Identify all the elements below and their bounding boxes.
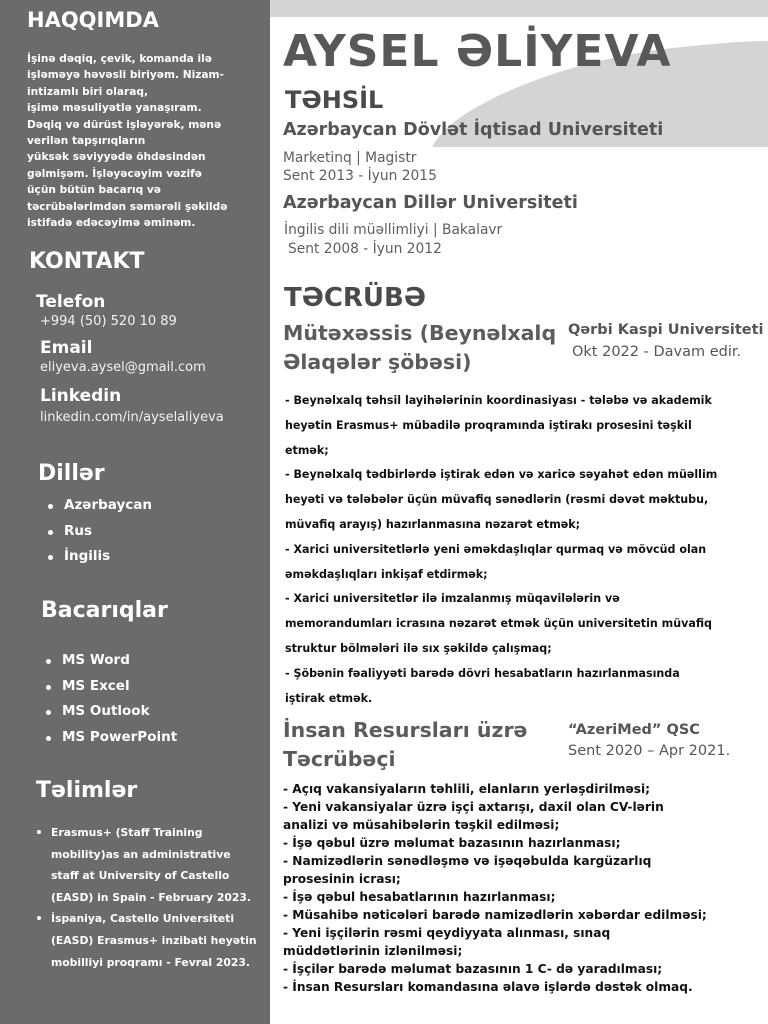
university-name: Azərbaycan Dillər Universiteti <box>283 193 578 213</box>
education-heading: TƏHSİL <box>285 86 384 114</box>
languages-list <box>48 497 152 574</box>
list-item: İngilis <box>48 548 152 574</box>
list-item: MS Outlook <box>46 703 177 729</box>
job-organization: “AzeriMed” QSC <box>568 722 700 738</box>
about-heading: HAQQIMDA <box>27 8 159 32</box>
trainings-list <box>37 822 259 973</box>
university-name: Azərbaycan Dövlət İqtisad Universiteti <box>283 120 664 140</box>
job-organization: Qərbi Kaspi Universiteti <box>568 322 764 338</box>
skills-heading: Bacarıqlar <box>41 598 168 623</box>
list-item: Azərbaycan <box>48 497 152 523</box>
experience-heading: TƏCRÜBƏ <box>284 283 426 313</box>
list-item: MS PowerPoint <box>46 729 177 755</box>
languages-heading: Dillər <box>38 461 105 486</box>
job-duties: - Açıq vakansiyaların təhlili, elanların yerləşdirilməsi; - Yeni vakansiyalar üzrə işçi axtarışı, daxil olan CV-lərin analizi və müsahibələrin təşkil edilməsi; - İşə qəbul üzrə məlumat bazasının hazırlanması; - Namizədlərin sənədləşmə və işəqəbulda kargüzarlıq prosesinin icrası; - İşə qəbul hesabatlarının hazırlanması; - Müsahibə nəticələri barədə namizədlərin xəbərdar edilməsi; - Yeni işçilərin rəsmi qeydiyyata alınması, sınaq müddətlərinin izlənilməsi; - İşçilər barədə məlumat bazasının 1 C- də yaradılması; - İnsan Resursları komandasına əlavə işlərdə dəstək olmaq. <box>283 782 707 994</box>
linkedin-value[interactable]: linkedin.com/in/ayselaliyeva <box>40 410 224 425</box>
email-label: Email <box>40 338 93 358</box>
list-item: İspaniya, Castello Universiteti (EASD) Erasmus+ inzibati heyətin mobilliyi proqramı - Fevral 2023. <box>37 908 259 973</box>
job-title: İnsan Resursları üzrə Təcrübəçi <box>283 718 528 771</box>
degree: Marketinq | Magistr <box>283 150 417 166</box>
sidebar <box>0 0 270 1024</box>
phone-label: Telefon <box>36 292 106 312</box>
list-item: MS Word <box>46 652 177 678</box>
candidate-name: AYSEL ƏLİYEVA <box>283 26 672 77</box>
phone-value[interactable]: +994 (50) 520 10 89 <box>40 314 177 329</box>
trainings-heading: Təlimlər <box>36 778 138 803</box>
linkedin-label: Linkedin <box>40 386 122 406</box>
list-item: Erasmus+ (Staff Training mobility)as an administrative staff at University of Castello (EASD) in Spain - February 2023. <box>37 822 259 908</box>
about-text: İşinə dəqiq, çevik, komanda ilə işləməyə həvəsli biriyəm. Nizam- intizamlı biri olaraq, işimə məsuliyətlə yanaşıram. Dəqiq və dürüst işləyərək, mənə verilən tapşırıqların yüksək səviyyədə öhdəsindən gəlmişəm. İşləyəcəyim vəzifə üçün bütün bacarıq və təcrübələrimdən səmərəli şəkildə istifadə edəcəyimə əminəm. <box>27 53 228 230</box>
job-duties: - Beynəlxalq təhsil layihələrinin koordinasiyası - tələbə və akademik heyətin Erasmus+ mübadilə proqramında iştirakı prosesini təşkil etmək; - Beynəlxalq tədbirlərdə iştirak edən və xaricə səyahət edən müəllim heyəti və tələbələr üçün müvafiq sənədlərin (rəsmi dəvət məktubu, müvafiq arayış) hazırlanmasına nəzarət etmək; - Xarici universitetlərlə yeni əməkdaşlıqlar qurmaq və mövcüd olan əməkdaşlıqları inkişaf etdirmək; - Xarici universitetlər ilə imzalanmış müqavilələrin və memorandumları icrasına nəzarət etmək üçün universitetin müvafiq struktur bölmələri ilə sıx şəkildə çalışmaq; - Şöbənin fəaliyyəti barədə dövri hesabatların hazırlanmasında iştirak etmək. <box>285 394 718 705</box>
job-title: Mütəxəssis (Beynəlxalq Əlaqələr şöbəsi) <box>283 321 557 374</box>
education-dates: Sent 2008 - İyun 2012 <box>288 241 442 257</box>
job-dates: Sent 2020 – Apr 2021. <box>568 743 731 759</box>
job-dates: Okt 2022 - Davam edir. <box>572 344 742 360</box>
header-band <box>270 0 768 17</box>
skills-list <box>46 652 177 754</box>
list-item: Rus <box>48 523 152 549</box>
education-dates: Sent 2013 - İyun 2015 <box>283 168 437 184</box>
degree: İngilis dili müəllimliyi | Bakalavr <box>284 222 503 238</box>
email-value[interactable]: eliyeva.aysel@gmail.com <box>40 360 206 375</box>
contact-heading: KONTAKT <box>29 249 145 274</box>
list-item: MS Excel <box>46 678 177 704</box>
